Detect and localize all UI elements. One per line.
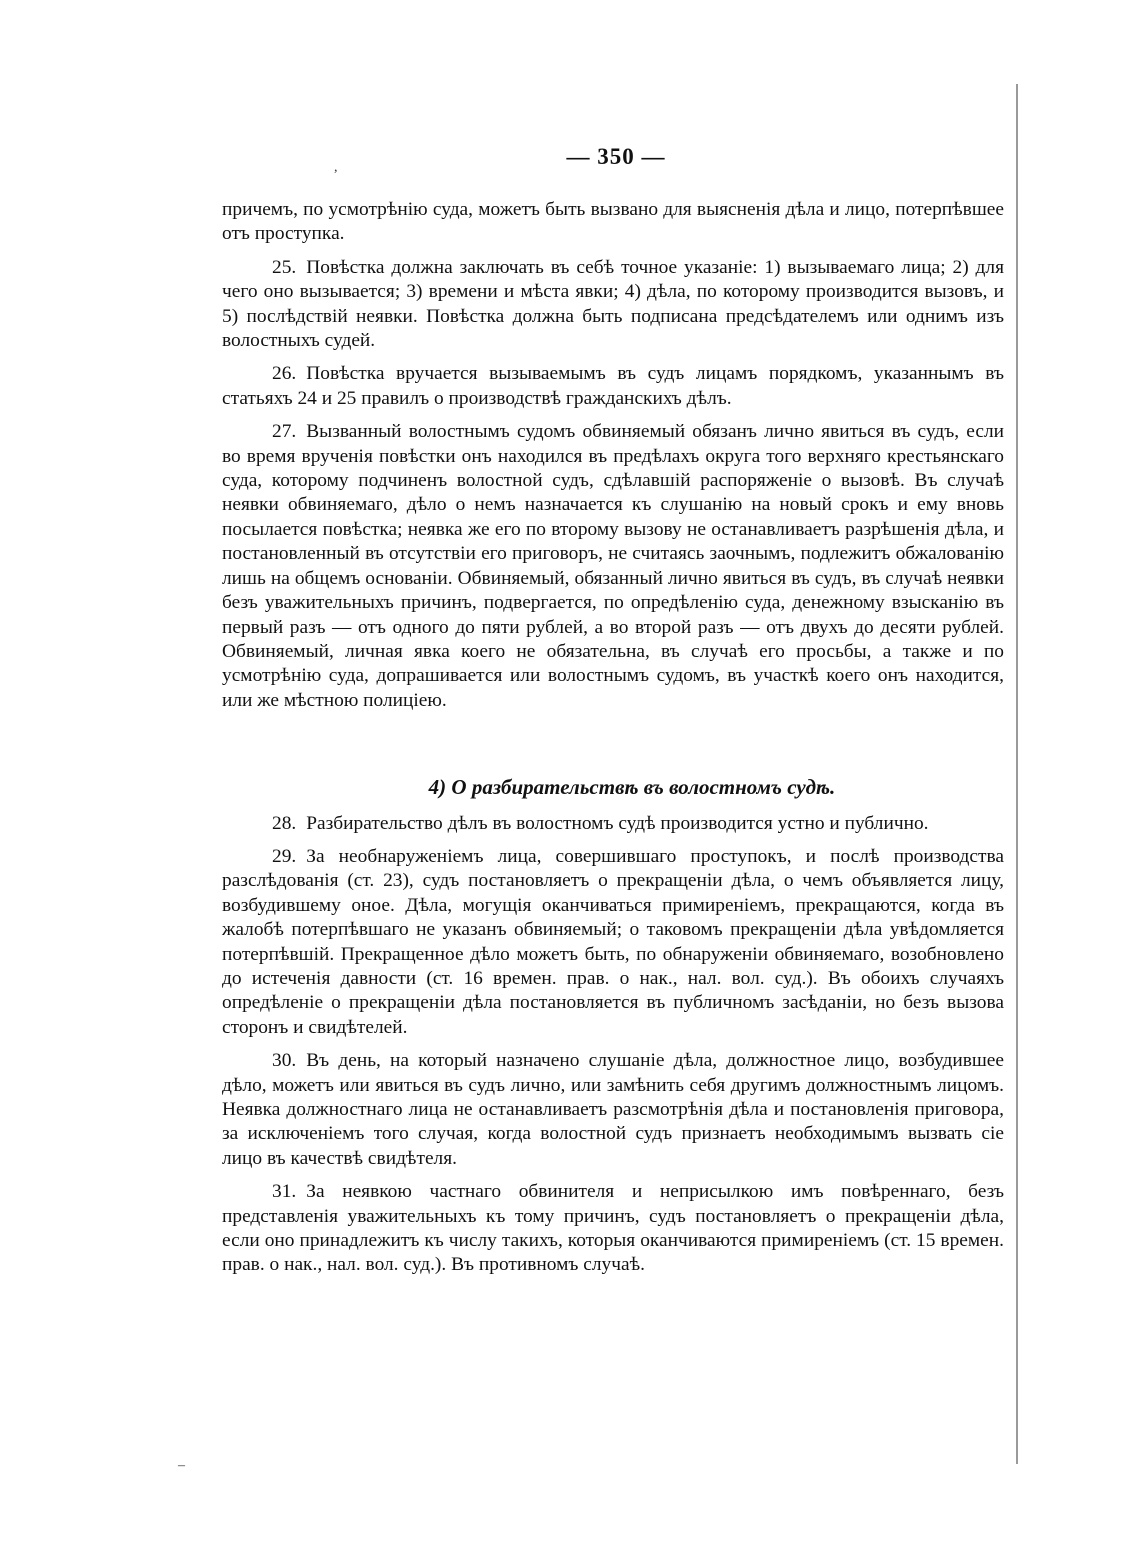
page-edge-line xyxy=(1016,84,1018,1464)
paragraph-25 xyxy=(222,256,1004,354)
stray-mark: – xyxy=(178,1458,185,1473)
stray-mark: , xyxy=(334,160,338,175)
paragraph-number: 28. xyxy=(272,812,297,834)
paragraph-text: Повѣстка вручается вызываемымъ въ судъ лицамъ порядкомъ, указаннымъ въ статьяхъ 24 и 25 правилъ о производствѣ гражданскихъ дѣлъ. xyxy=(222,363,1004,409)
paragraph-number: 27. xyxy=(272,421,297,443)
page-number: — 350 — xyxy=(566,144,666,169)
section-heading: 4) О разбирательствѣ въ волостномъ судѣ. xyxy=(428,775,836,800)
page-body xyxy=(222,198,1004,1287)
paragraph-number: 25. xyxy=(272,256,297,278)
paragraph-continuation xyxy=(222,198,1004,247)
paragraph-number: 31. xyxy=(272,1181,297,1203)
paragraph-number: 30. xyxy=(272,1050,297,1072)
paragraph-text: причемъ, по усмотрѣнію суда, можетъ быть вызвано для выясненія дѣла и лицо, потерпѣвшее отъ проступка. xyxy=(222,199,1004,245)
paragraph-31 xyxy=(222,1180,1004,1278)
paragraph-26 xyxy=(222,362,1004,411)
paragraph-text: Въ день, на который назначено слушаніе дѣла, должностное лицо, возбудившее дѣло, можетъ или явиться въ судъ лично, или замѣнить себя другимъ должностнымъ лицомъ. Неявка должностнаго лица не останавливаетъ разсмотрѣнія дѣла и постановленія приговора, за исключеніемъ того случая, когда волостной судъ признаетъ необходимымъ вызвать сіе лицо въ качествѣ свидѣтеля. xyxy=(222,1050,1004,1169)
paragraph-30 xyxy=(222,1049,1004,1171)
paragraph-text: За неявкою частнаго обвинителя и неприсылкою имъ повѣреннаго, безъ представленія уважительныхъ къ тому причинъ, судъ постановляетъ о прекращеніи дѣла, если оно принадлежитъ къ числу такихъ, которыя оканчиваются примиреніемъ (ст. 15 времен. прав. о нак., нал. вол. суд.). Въ противномъ случаѣ. xyxy=(222,1181,1004,1276)
paragraph-number: 29. xyxy=(272,845,297,867)
paragraph-29 xyxy=(222,845,1004,1040)
paragraph-27 xyxy=(222,420,1004,713)
paragraph-text: Вызванный волостнымъ судомъ обвиняемый обязанъ лично явиться въ судъ, если во время врученія повѣстки онъ находился въ предѣлахъ округа того верхняго крестьянскаго суда, которому подчиненъ волостной судъ, сдѣлавшій распоряженіе о вызовѣ. Въ случаѣ неявки обвиняемаго, дѣло о немъ назначается къ слушанію на новый срокъ и ему вновь посылается повѣстка; неявка же его по второму вызову не останавливаетъ разрѣшенія дѣла, и постановленный въ отсутствіи его приговоръ, не считаясь заочнымъ, подлежитъ обжалованію лишь на общемъ основаніи. Обвиняемый, обязанный лично явиться въ судъ, въ случаѣ неявки безъ уважительныхъ причинъ, подвергается, по опредѣленію суда, денежному взысканію въ первый разъ — отъ одного до пяти рублей, а во второй разъ — отъ двухъ до десяти рублей. Обвиняемый, личная явка коего не обязательна, въ случаѣ его просьбы, а также и по усмотрѣнію суда, допрашивается или волостнымъ судомъ, въ участкѣ коего онъ находится, или же мѣстною полиціею. xyxy=(222,421,1004,711)
paragraph-number: 26. xyxy=(272,363,297,385)
paragraph-text: Повѣстка должна заключать въ себѣ точное указаніе: 1) вызываемаго лица; 2) для чего оно вызывается; 3) времени и мѣста явки; 4) дѣла, по которому производится вызовъ, и 5) послѣдствій неявки. Повѣстка должна быть подписана предсѣдателемъ или однимъ изъ волостныхъ судей. xyxy=(222,256,1004,352)
paragraph-text: За необнаруженіемъ лица, совершившаго проступокъ, и послѣ производства разслѣдованія (ст. 23), судъ постановляетъ о прекращеніи дѣла, о чемъ объявляется лицу, возбудившему оное. Дѣла, могущія оканчиваться примиреніемъ, прекращаются, когда въ жалобѣ потерпѣвшаго не указанъ обвиняемый; о таковомъ прекращеніи дѣла увѣдомляется потерпѣвшій. Прекращенное дѣло можетъ быть, по обнаруженіи обвиняемаго, возобновлено до истеченія давности (ст. 16 времен. прав. о нак., нал. вол. суд.). Въ обоихъ случаяхъ опредѣленіе о прекращеніи дѣла постановляется въ публичномъ засѣданіи, но безъ вызова сторонъ и свидѣтелей. xyxy=(222,845,1004,1038)
paragraph-28 xyxy=(222,812,1004,836)
paragraph-text: Разбирательство дѣлъ въ волостномъ судѣ производится устно и публично. xyxy=(306,812,929,834)
